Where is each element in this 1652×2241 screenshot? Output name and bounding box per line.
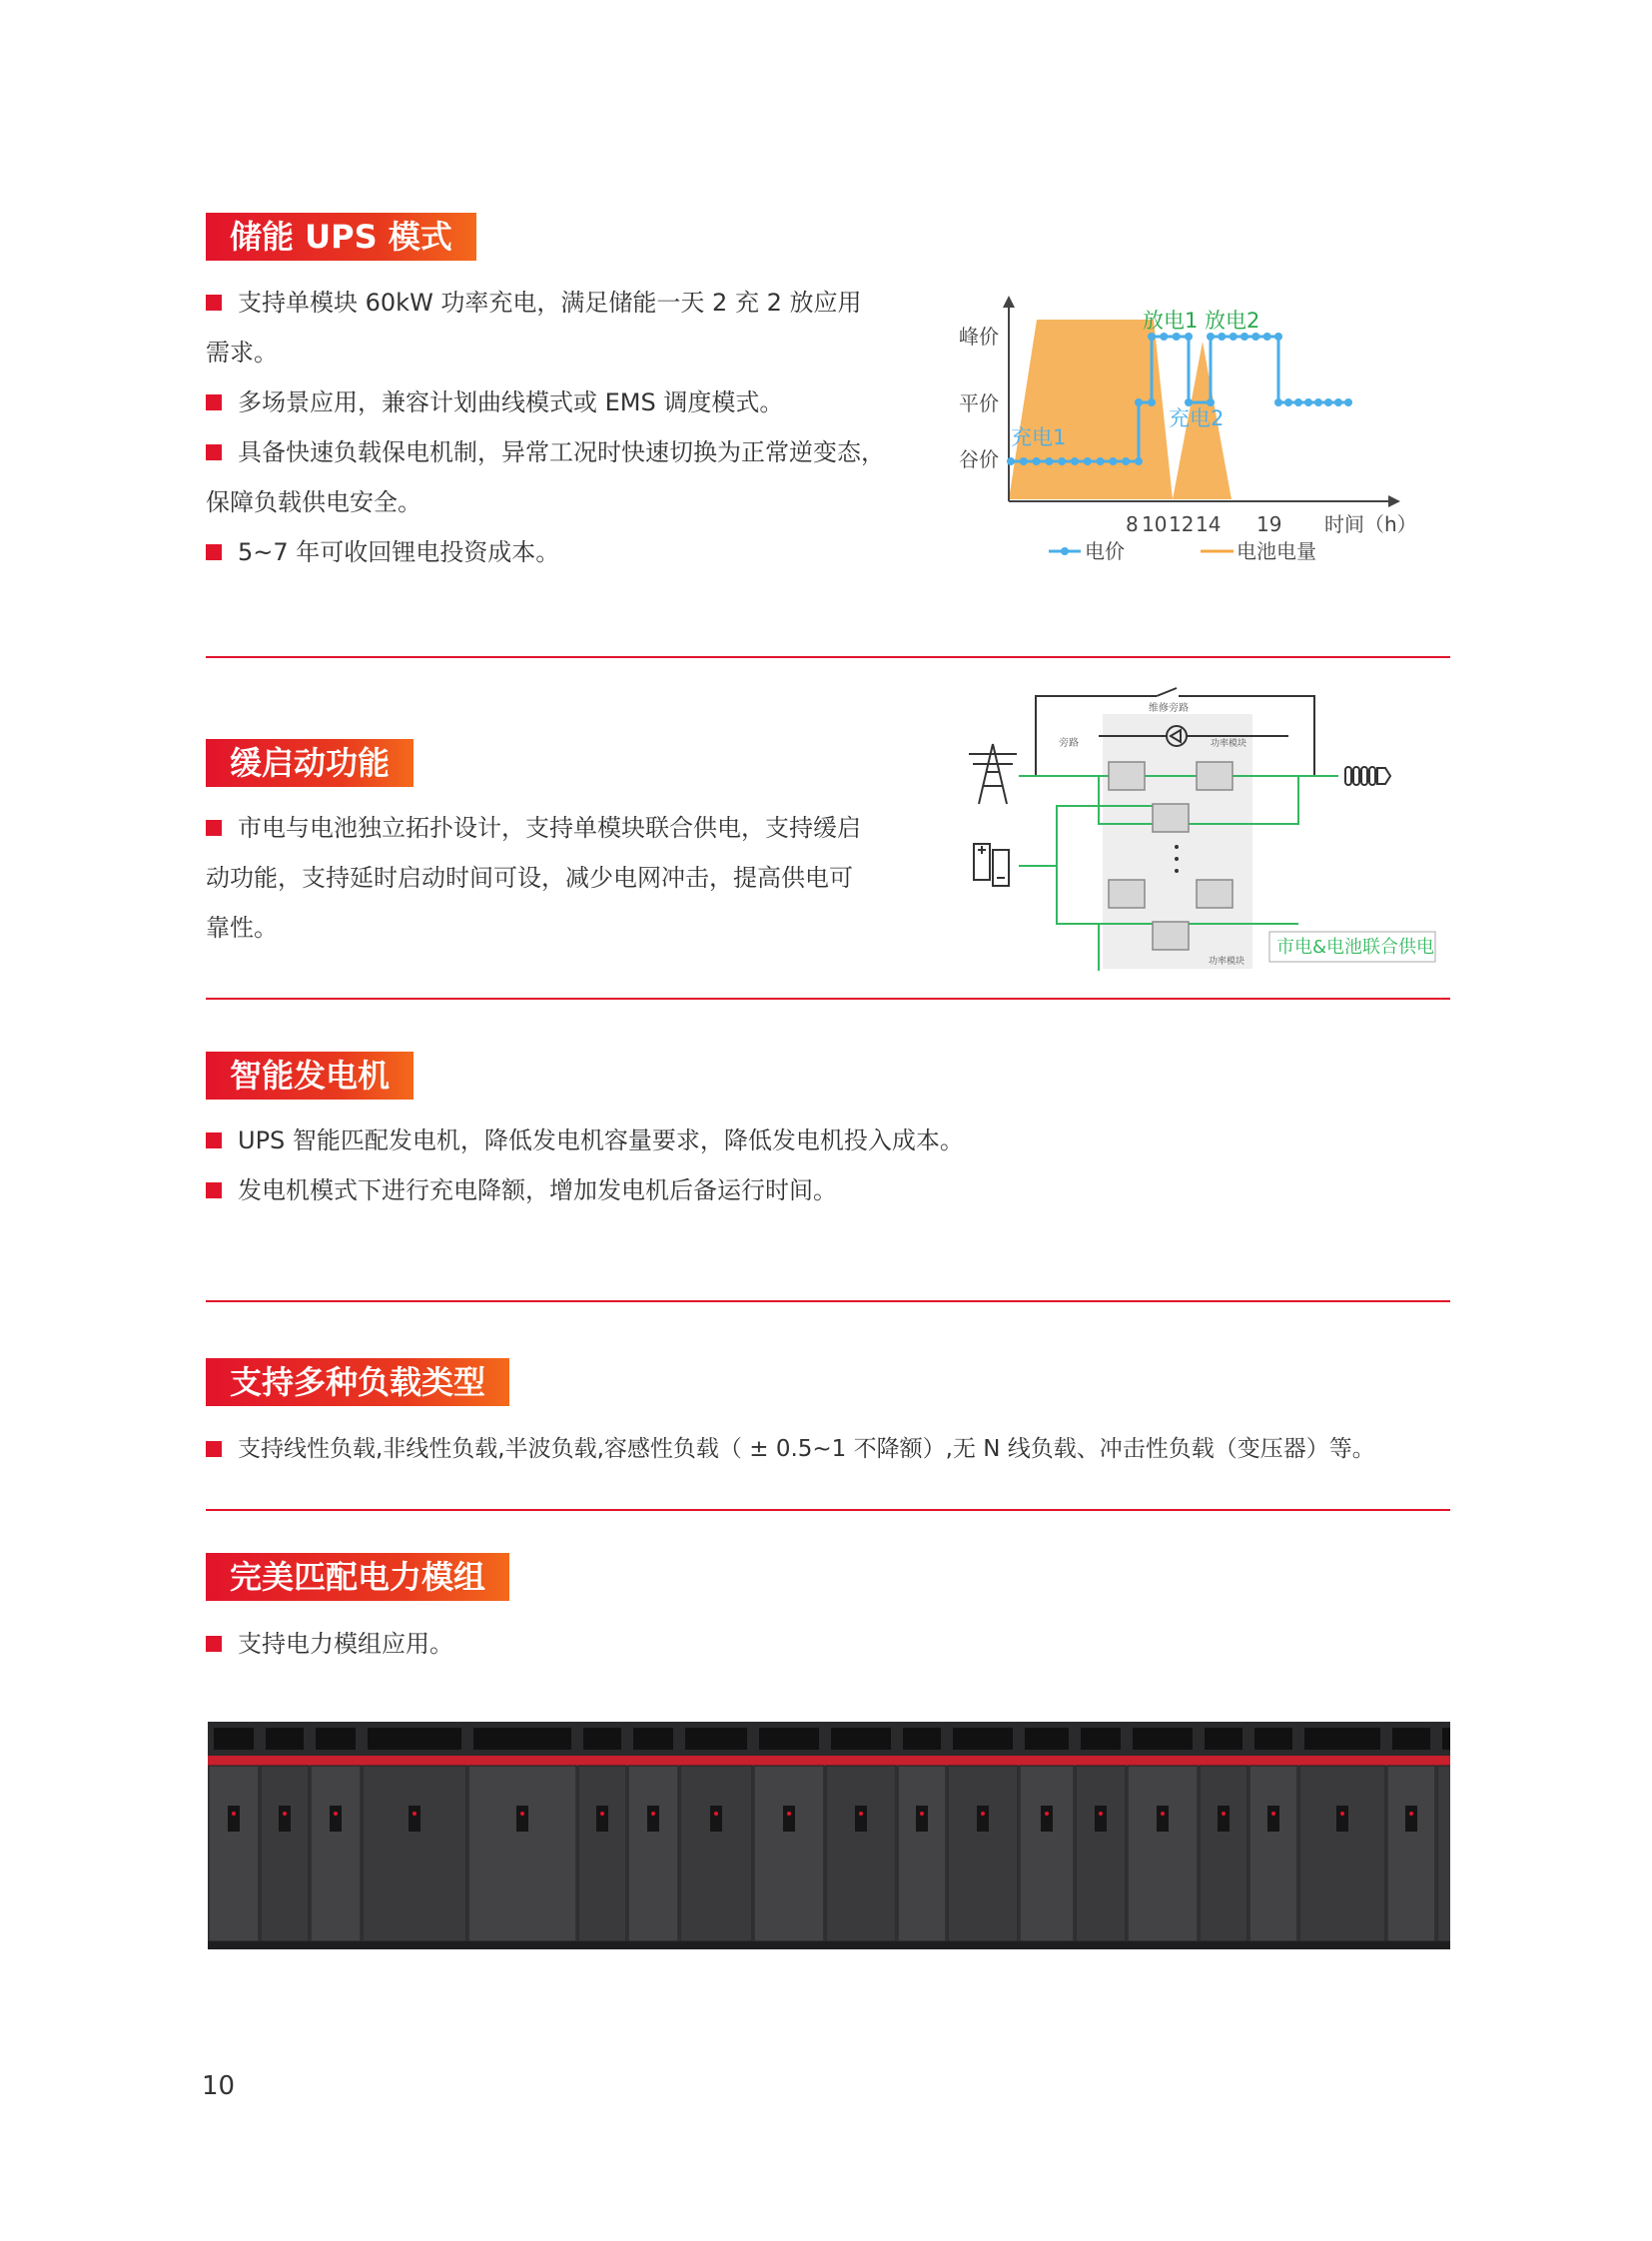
cabinet-indicator [1222,1812,1226,1816]
price-point [1160,333,1168,341]
section-divider [206,1509,1450,1511]
cabinet-panel [468,1766,576,1941]
page-number: 10 [202,2071,236,2101]
cabinet-panel [1200,1766,1247,1941]
cabinet-breaker [279,1806,291,1832]
annotation-discharge-1: 放电1 [1143,309,1199,333]
rectifier-block-icon [1109,880,1145,908]
cabinet-top-vent [1133,1728,1193,1750]
list-item [206,803,861,853]
price-point [1122,457,1130,465]
list-item [206,477,885,527]
bullet-square-icon [206,1636,222,1652]
cabinet-indicator [920,1812,924,1816]
annotation-discharge-2: 放电2 [1205,309,1260,333]
joint-supply-label: 市电&电池联合供电 [1276,937,1435,958]
price-point [1230,333,1238,341]
list-item [206,427,885,477]
cabinet-breaker [596,1806,608,1832]
price-point [1324,398,1332,406]
cabinet-top-vent [759,1728,819,1750]
price-point [1344,398,1352,406]
cabinet-indicator [1340,1812,1344,1816]
price-point [1071,457,1079,465]
bullet-text: 靠性。 [206,914,278,942]
cabinet-top-vent [1442,1728,1450,1750]
section-title-ups-mode: 储能 UPS 模式 [206,213,476,261]
price-point [1240,333,1248,341]
cabinet-breaker [916,1806,928,1832]
topology-diagram [959,684,1448,974]
inverter-block-icon [1197,880,1233,908]
price-point [1294,398,1302,406]
cabinet-indicator [859,1812,863,1816]
price-point [1274,333,1282,341]
cabinet-indicator [981,1812,985,1816]
cabinet-panel [578,1766,626,1941]
cabinet-breaker [1095,1806,1107,1832]
cabinet-panel [948,1766,1018,1941]
load-types-bullets [206,1424,1375,1474]
bullet-square-icon [206,444,222,460]
dc-converter-block-icon [1153,804,1189,832]
cabinet-indicator [520,1812,524,1816]
price-point [1058,457,1066,465]
cabinet-top-vent [685,1728,747,1750]
cabinet-breaker [516,1806,528,1832]
generator-bullets [206,1116,964,1215]
cabinet-breaker [1267,1806,1279,1832]
cabinet-indicator [413,1812,416,1816]
inverter-block-icon [1197,762,1233,790]
cabinet-panel [1437,1766,1450,1941]
section-title-load-types: 支持多种负载类型 [206,1358,509,1406]
bullet-text: 需求。 [206,339,278,367]
price-point [1185,333,1193,341]
cabinets-illustration [208,1722,1450,1949]
section-title-soft-start: 缓启动功能 [206,739,413,787]
cabinet-indicator [714,1812,718,1816]
cabinet-top-vent [1025,1728,1069,1750]
cabinet-indicator [1271,1812,1275,1816]
section-divider [206,998,1450,1000]
annotation-charge-1: 充电1 [1011,425,1067,449]
ups-mode-bullets [206,278,885,577]
legend-price-label: 电价 [1085,539,1125,563]
cabinet-top-vent [831,1728,891,1750]
cabinet-panel [628,1766,678,1941]
legend-price-dot-icon [1061,547,1069,555]
bullet-text: 发电机模式下进行充电降额，增加发电机后备运行时间。 [238,1176,837,1204]
y-axis-arrow-icon [1003,296,1015,308]
list-item [206,527,885,577]
cabinet-panel [898,1766,946,1941]
price-point [1251,333,1259,341]
cabinet-top-vent [633,1728,673,1750]
cabinet-indicator [651,1812,655,1816]
bullet-square-icon [206,544,222,560]
cabinet-panel [261,1766,309,1941]
static-bypass-label: 旁路 [1059,738,1079,749]
cabinet-indicator [334,1812,338,1816]
cabinet-top-vent [1081,1728,1121,1750]
module-label-top: 功率模块 [1211,739,1247,749]
price-point [1109,457,1117,465]
cabinet-panel [1249,1766,1297,1941]
x-axis-arrow-icon [1388,495,1400,507]
cabinet-breaker [1336,1806,1348,1832]
legend-battery-label: 电池电量 [1237,539,1316,563]
cabinet-indicator [1045,1812,1049,1816]
bypass-label: 维修旁路 [1149,703,1189,714]
cabinet-breaker [710,1806,722,1832]
list-item [206,1116,964,1165]
y-label-valley: 谷价 [959,447,999,471]
cabinet-breaker [1405,1806,1417,1832]
price-point [1084,457,1092,465]
bullet-text: 支持单模块 60kW 功率充电，满足储能一天 2 充 2 放应用 [238,289,862,317]
cabinet-panel [311,1766,361,1941]
cabinet-top-vent [316,1728,356,1750]
cabinet-panel [363,1766,466,1941]
price-point [1135,398,1143,406]
price-point [1148,398,1156,406]
x-tick-label: 8 [1126,512,1139,536]
power-module-bullets [206,1619,453,1669]
cabinet-top-vent [903,1728,941,1750]
cabinet-top-vent [1254,1728,1292,1750]
cabinet-indicator [283,1812,287,1816]
cabinet-breaker [783,1806,795,1832]
cabinet-panel [209,1766,259,1941]
cabinet-panel [1387,1766,1435,1941]
cabinet-panel [680,1766,752,1941]
price-point [1304,398,1312,406]
cabinet-top-vent [583,1728,621,1750]
price-battery-chart [939,290,1438,579]
bullet-text: 市电与电池独立拓扑设计，支持单模块联合供电，支持缓启 [238,814,861,842]
list-item [206,328,885,377]
cabinet-top-vent [953,1728,1013,1750]
module-label-bottom: 功率模块 [1209,957,1245,967]
cabinet-panel [754,1766,824,1941]
price-point [1045,457,1053,465]
power-module-cabinets-image [208,1722,1450,1949]
price-point [1097,457,1105,465]
bullet-square-icon [206,1182,222,1198]
price-point [1263,333,1271,341]
bullet-text: UPS 智能匹配发电机，降低发电机容量要求，降低发电机投入成本。 [238,1126,964,1154]
bullet-text: 动功能，支持延时启动时间可设，减少电网冲击，提高供电可 [206,864,853,892]
cabinet-breaker [977,1806,989,1832]
cabinet-breaker [228,1806,240,1832]
annotation-charge-2: 充电2 [1169,406,1225,430]
list-item [206,1424,1375,1474]
bullet-square-icon [206,1132,222,1148]
cabinet-breaker [647,1806,659,1832]
cabinet-panel [826,1766,896,1941]
section-divider [206,1300,1450,1302]
bullet-text: 支持电力模组应用。 [238,1630,453,1658]
price-point [1135,457,1143,465]
price-point [1173,333,1181,341]
soft-start-bullets [206,803,861,953]
dc-converter-block-icon [1153,922,1189,950]
cabinet-panel [1020,1766,1074,1941]
price-point [1033,457,1041,465]
price-point [1148,333,1156,341]
cabinet-indicator [1099,1812,1103,1816]
bullet-text: 5~7 年可收回锂电投资成本。 [238,538,560,566]
cabinet-breaker [1157,1806,1169,1832]
cabinet-top-vent [1392,1728,1430,1750]
list-item [206,853,861,903]
cabinet-indicator [1409,1812,1413,1816]
x-tick-label: 19 [1256,512,1282,536]
price-point [1284,398,1292,406]
x-tick-label: 10 [1142,512,1168,536]
cabinet-top-vent [1205,1728,1242,1750]
rectifier-block-icon [1109,762,1145,790]
price-point [1207,398,1215,406]
x-axis-label: 时间（h） [1324,512,1417,536]
cabinet-breaker [330,1806,342,1832]
battery-icon [974,844,1009,886]
section-divider [206,656,1450,658]
cabinet-breaker [1218,1806,1230,1832]
cabinet-breaker [409,1806,420,1832]
list-item [206,903,861,953]
cabinet-indicator [1161,1812,1165,1816]
cabinet-top-vent [473,1728,571,1750]
bullet-text: 保障负载供电安全。 [206,488,421,516]
cabinet-top-vent [214,1728,254,1750]
section-title-power-module: 完美匹配电力模组 [206,1553,509,1601]
price-point [1218,333,1226,341]
legend [1049,539,1316,563]
transmission-tower-icon [969,744,1017,804]
x-tick-label: 14 [1196,512,1222,536]
price-point [1314,398,1322,406]
cabinet-breaker [855,1806,867,1832]
x-tick-label: 12 [1169,512,1195,536]
battery-area-shape-1 [1009,320,1173,499]
cabinet-indicator [232,1812,236,1816]
list-item [206,377,885,427]
bullet-square-icon [206,1441,222,1457]
list-item [206,1619,453,1669]
cabinet-breaker [1041,1806,1053,1832]
list-item [206,278,885,328]
bullet-text: 多场景应用，兼容计划曲线模式或 EMS 调度模式。 [238,388,784,416]
y-label-flat: 平价 [959,391,999,415]
list-item [206,1165,964,1215]
cabinet-top-vent [266,1728,304,1750]
price-point [1334,398,1342,406]
bullet-square-icon [206,295,222,311]
price-point [1020,457,1028,465]
output-load-icon [1345,767,1390,785]
cabinet-indicator [787,1812,791,1816]
bullet-text: 支持线性负载,非线性负载,半波负载,容感性负载（ ± 0.5~1 不降额）,无 N 线负载、冲击性负载（变压器）等。 [238,1436,1375,1462]
cabinet-panel [1128,1766,1198,1941]
cabinet-panel [1076,1766,1126,1941]
cabinet-top-vent [1304,1728,1380,1750]
cabinet-panel [1299,1766,1385,1941]
cabinet-indicator [600,1812,604,1816]
section-title-generator: 智能发电机 [206,1052,413,1100]
cabinet-top-vent [368,1728,461,1750]
bullet-square-icon [206,394,222,410]
price-point [1207,333,1215,341]
y-label-peak: 峰价 [959,325,999,349]
price-point [1007,457,1015,465]
bullet-text: 具备快速负载保电机制，异常工况时快速切换为正常逆变态， [238,438,885,466]
price-point [1185,398,1193,406]
price-point [1274,398,1282,406]
bullet-square-icon [206,820,222,836]
